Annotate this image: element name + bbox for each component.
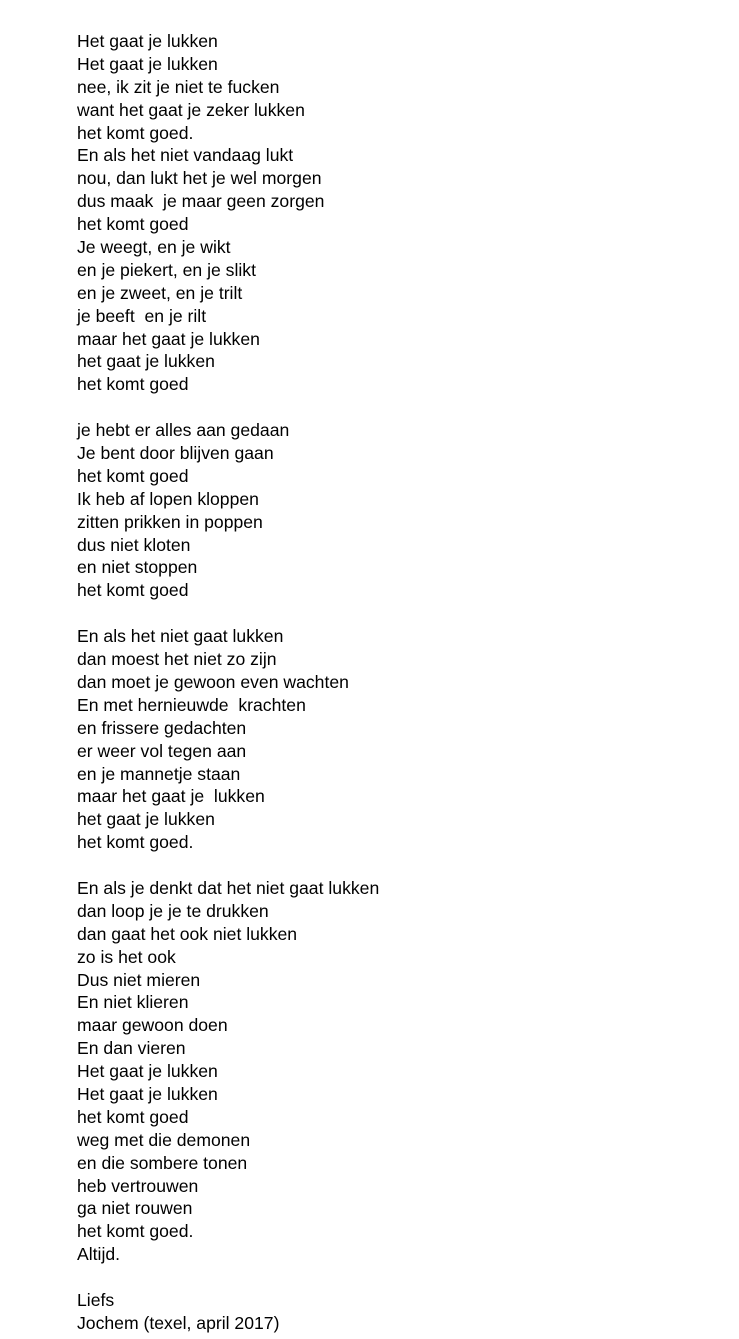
- signature-line: Liefs: [77, 1289, 115, 1310]
- poem-line: het komt goed.: [77, 122, 194, 143]
- poem-line: En als het niet gaat lukken: [77, 626, 284, 647]
- poem-line: maar het gaat je lukken: [77, 328, 260, 349]
- poem-line: maar gewoon doen: [77, 1015, 228, 1036]
- poem-line: je hebt er alles aan gedaan: [77, 420, 290, 441]
- poem-line: En niet klieren: [77, 992, 189, 1013]
- poem-line: Het gaat je lukken: [77, 1061, 218, 1082]
- poem-line: zitten prikken in poppen: [77, 511, 263, 532]
- poem-line: dan loop je je te drukken: [77, 900, 269, 921]
- poem-line: het komt goed: [77, 465, 189, 486]
- poem-stanza: [77, 419, 717, 602]
- poem-line: zo is het ook: [77, 946, 176, 967]
- poem-line: en niet stoppen: [77, 557, 198, 578]
- poem-line: dus maak je maar geen zorgen: [77, 191, 325, 212]
- poem-line: Altijd.: [77, 1244, 121, 1265]
- poem-body: [77, 30, 717, 1335]
- poem-line: dan moet je gewoon even wachten: [77, 671, 349, 692]
- poem-line: want het gaat je zeker lukken: [77, 99, 305, 120]
- poem-line: Het gaat je lukken: [77, 31, 218, 51]
- poem-line: het gaat je lukken: [77, 351, 215, 372]
- poem-line: Dus niet mieren: [77, 969, 201, 990]
- poem-line: je beeft en je rilt: [77, 305, 207, 326]
- poem-line: het gaat je lukken: [77, 809, 215, 830]
- poem-line: er weer vol tegen aan: [77, 740, 247, 761]
- poem-stanza: [77, 877, 717, 1266]
- signature-line: Jochem (texel, april 2017): [77, 1312, 280, 1333]
- poem-line: nou, dan lukt het je wel morgen: [77, 168, 322, 189]
- poem-line: Ik heb af lopen kloppen: [77, 488, 259, 509]
- poem-line: het komt goed.: [77, 832, 194, 853]
- poem-line: nee, ik zit je niet te fucken: [77, 76, 280, 97]
- poem-line: het komt goed: [77, 374, 189, 395]
- poem-line: Het gaat je lukken: [77, 53, 218, 74]
- poem-line: dan moest het niet zo zijn: [77, 649, 277, 670]
- poem-line: ga niet rouwen: [77, 1198, 193, 1219]
- poem-line: het komt goed: [77, 580, 189, 601]
- poem-line: en je piekert, en je slikt: [77, 259, 256, 280]
- poem-line: en frissere gedachten: [77, 717, 247, 738]
- poem-line: en die sombere tonen: [77, 1152, 248, 1173]
- poem-line: het komt goed.: [77, 1221, 194, 1242]
- poem-line: Je bent door blijven gaan: [77, 443, 274, 464]
- poem-line: Het gaat je lukken: [77, 1083, 218, 1104]
- poem-line: En als je denkt dat het niet gaat lukken: [77, 877, 380, 898]
- poem-line: en je zweet, en je trilt: [77, 282, 243, 303]
- signature-block: [77, 1289, 717, 1335]
- poem-line: en je mannetje staan: [77, 763, 241, 784]
- poem-line: maar het gaat je lukken: [77, 786, 265, 807]
- poem-line: En als het niet vandaag lukt: [77, 145, 294, 166]
- poem-line: En dan vieren: [77, 1038, 186, 1059]
- poem-line: dus niet kloten: [77, 534, 191, 555]
- poem-stanza: [77, 30, 717, 396]
- poem-line: Je weegt, en je wikt: [77, 237, 231, 258]
- poem-stanza: [77, 625, 717, 854]
- poem-line: heb vertrouwen: [77, 1175, 199, 1196]
- poem-line: weg met die demonen: [77, 1129, 251, 1150]
- poem-line: En met hernieuwde krachten: [77, 694, 306, 715]
- poem-line: dan gaat het ook niet lukken: [77, 923, 298, 944]
- poem-line: het komt goed: [77, 1106, 189, 1127]
- poem-line: het komt goed: [77, 214, 189, 235]
